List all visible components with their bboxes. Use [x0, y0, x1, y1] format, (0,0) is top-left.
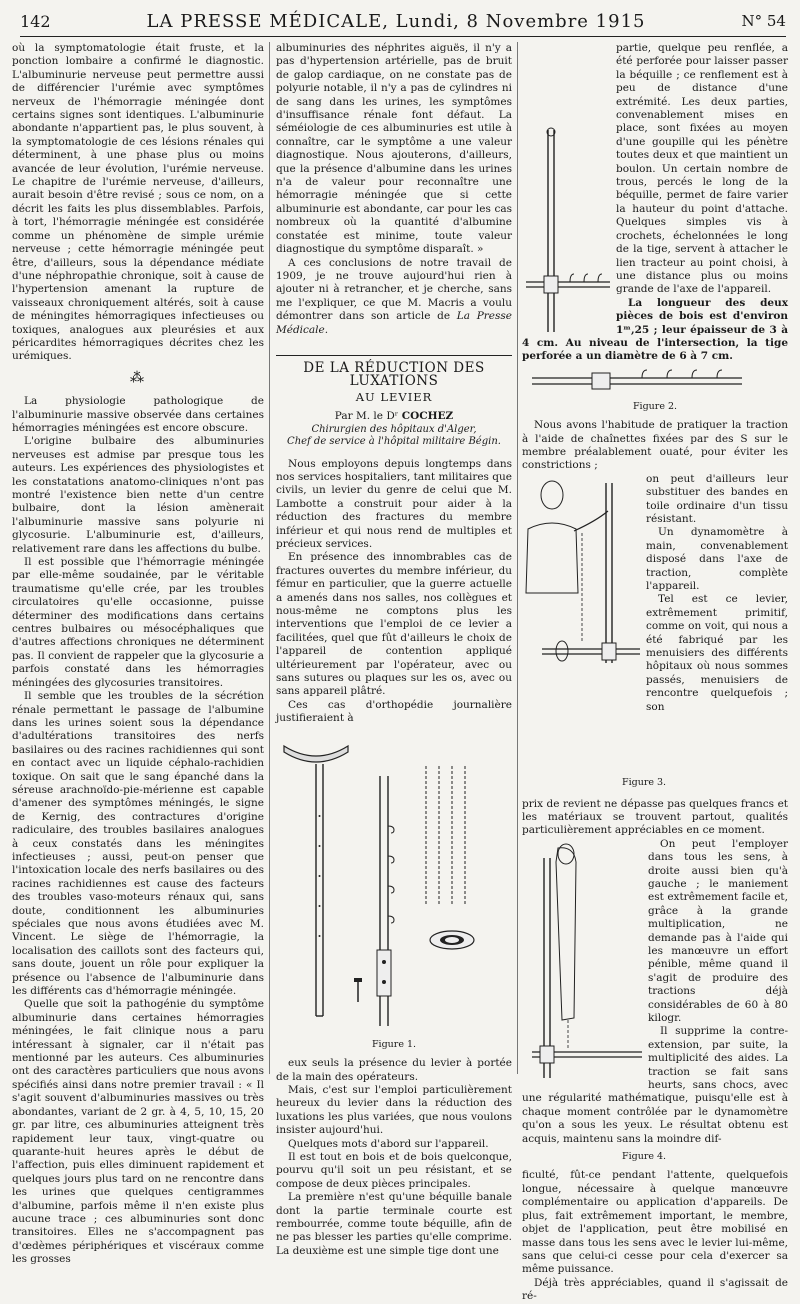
col2-paragraph: albuminuries des néphrites aiguës, il n'y a pas d'hypertension artérielle, pas de bruit de galop cardiaque, on ne constate pas de polyurie notable, il n'y a pas de cylindres ni de sang dans les urines, les symptômes d'insuffisance rénale font défaut. La séméiologie de ces albuminuries est utile à connaître, car le symptôme a une valeur diagnostique. Nous ajouterons, d'ailleurs, que la présence d'albumine dans les urines n'a de valeur pour reconnaître une hémorragie méningée que si cette albuminurie est abondante, car pour les cas nombreux où la quantité d'albumine constatée est minime, toute valeur diagnostique du symptôme disparaît. »: [276, 42, 512, 256]
col3-paragraph: [522, 42, 788, 297]
section-separator: ⁂: [130, 369, 146, 386]
journal-title: LA PRESSE MÉDICALE, Lundi, 8 Novembre 1915: [146, 10, 646, 32]
issue-number: N° 54: [741, 12, 786, 30]
issue-date: Lundi, 8 Novembre 1915: [395, 10, 646, 32]
figure-1-caption: Figure 1.: [371, 1038, 417, 1050]
col1-paragraph: Il semble que les troubles de la sécrétion rénale permettant le passage de l'albumine dans les urines soient sous la dépendance d'adultérations transitoires des nerfs basilaires ou des racines rachidiennes qui sont en contact avec un liquide céphalo-rachidien toxique. On sait que le sang épanché dans la séreuse arachnoïdo-pie-mérienne est capable d'amener des symptômes méningés, le signe de Kernig, des contractures d'origine radiculaire, des troubles basilaires analogues à ceux constatés dans les méningites infectieuses ; aussi, peut-on penser que l'intoxication locale des nerfs basilaires ou des racines rachidiennes est cause des facteurs des troubles vaso-moteurs rénaux qui, sans doute, conditionnent les albuminuries spéciales que nous avons étudiées avec M. Vincent. Le siège de l'hémorragie, la localisation des caillots sont des facteurs qui, sans doute, jouent un rôle pour expliquer la présence ou l'absence de l'albuminurie dans les différents cas d'hémorragie méningée.: [12, 690, 264, 998]
figure-1-illustration: [276, 726, 512, 1038]
column-3: [522, 42, 788, 1303]
figure-3-illustration: [522, 473, 640, 705]
page-header: [20, 6, 786, 37]
col2-paragraph: Il est tout en bois et de bois quelconque, pourvu qu'il soit un peu résistant, et se compose de deux pièces principales.: [276, 1150, 512, 1190]
col2-paragraph: La première n'est qu'une béquille banale dont la partie terminale courte est rembourrée, comme toute béquille, afin de ne pas blesser les parties qu'elle comprime. La deuxième est une simple tige dont une: [276, 1191, 512, 1257]
col1-paragraph: La physiologie pathologique de l'albuminurie massive observée dans certaines hémorragies méningées est encore obscure.: [12, 395, 264, 434]
author-name: COCHEZ: [401, 410, 454, 423]
figure-4-caption: Figure 4.: [622, 1151, 667, 1163]
col1-paragraph: L'origine bulbaire des albuminuries nerveuses est admise par presque tous les auteurs. Les expériences des physiologistes et les constatations anatomo-cliniques n'ont pas montré l'existence bien nette d'un centre bulbaire, dont la lésion amènerait l'albuminurie massive sans polyurie ni glycosurie. L'albuminurie est, d'ailleurs, relativement rare dans les affections du bulbe.: [12, 435, 264, 555]
figure-3-caption: Figure 3.: [622, 777, 667, 789]
col3-paragraph: ficulté, fût-ce pendant l'attente, quelquefois longue, nécessaire à quelque manœuvre complémentaire ou application d'appareils. De plus, fait extrêmement important, le membre, objet de l'application, peut être mobilisé en masse dans tous les sens avec le levier lui-même, sans que celui-ci cesse pour cela d'exercer sa même puissance.: [522, 1169, 788, 1276]
col3-paragraph: La longueur des deux pièces de bois est d'environ 1ᵐ,25 ; leur épaisseur de 3 à 4 cm. Au niveau de l'intersection, la tige perforée a un diamètre de 6 à 7 cm.: [522, 296, 788, 363]
col3-text: partie, quelque peu renflée, a été perforée pour laisser passer la béquille ; ce renflement est à peu de distance d'une extrémité. Les deux parties, convenablement mises en place, sont fixées au moyen d'une goupille qui les pénètre toutes deux et que maintient un boulon. Un certain nombre de trous, percés le long de la béquille, permet de faire varier la hauteur du point d'attache. Quelques simples vis à crochets, échelonnées le long de la tige, servent à attacher le lien tracteur au point choisi, à une distance plus ou moins grande de l'axe de l'appareil.: [616, 42, 788, 296]
article-subtitle: AU LEVIER: [355, 389, 433, 404]
col3-paragraph: On peut l'employer dans tous les sens, à droite aussi bien qu'à gauche ; le maniement est extrêmement facile et, grâce à la grande multiplication, ne demande pas à l'aide qui les manœuvre un effort pénible, même quand il s'agit de produire des tractions déjà considérables de 60 à 80 kilogr.: [648, 837, 788, 1024]
col3-paragraph: Il supprime la contre-extension, par suite, la multiplicité des aides. La traction se fait sans heurts, sans chocs, avec une régularité mathématique, puisqu'elle est à chaque moment contrôlée par le dynamomètre qu'on a sous les yeux. Le résultat obtenu est acquis, maintenu sans la moindre dif-: [522, 1025, 788, 1145]
col2-paragraph: [276, 257, 512, 337]
figure-2: [522, 364, 788, 413]
col3-paragraph: Un dynamomètre à main, convenablement disposé dans l'axe de traction, complète l'appareil.: [646, 526, 788, 593]
figure-2-caption: Figure 2.: [632, 400, 678, 412]
column-rule-1: [269, 42, 270, 1074]
column-1: [12, 42, 264, 1266]
journal-name: LA PRESSE MÉDICALE: [146, 10, 383, 32]
col2-paragraph: Mais, c'est sur l'emploi particulièrement heureux du levier dans la réduction des luxations les plus variées, que nous voulons insister aujourd'hui.: [276, 1083, 512, 1137]
col2-paragraph: Ces cas d'orthopédie journalière justifieraient à: [276, 698, 512, 725]
col3-paragraph: prix de revient ne dépasse pas quelques francs et les matériaux se trouvent partout, qualités particulièrement appréciables en ce moment.: [522, 797, 788, 837]
col3-paragraph: Tel est ce levier, extrêmement primitif, comme on voit, qui nous a été fabriqué par les menuisiers des différents hôpitaux où nous sommes passés, menuisiers de rencontre quelquefois ; son: [646, 593, 788, 713]
column-rule-2: [517, 42, 518, 1074]
figure-2-illustration: [522, 122, 610, 334]
affiliation-line: Chirurgien des hôpitaux d'Alger,: [311, 423, 477, 435]
column-2: [276, 42, 512, 1257]
col2-paragraph: eux seuls la présence du levier à portée de la main des opérateurs.: [276, 1057, 512, 1083]
col2-paragraph: Quelques mots d'abord sur l'appareil.: [288, 1137, 489, 1150]
article-title: DE LA RÉDUCTION DES LUXATIONS: [303, 359, 485, 390]
col3-paragraph: Nous avons l'habitude de pratiquer la traction à l'aide de chaînettes fixées par des S sur le membre préalablement ouaté, pour éviter les constrictions ;: [522, 419, 788, 472]
affiliation-line: Chef de service à l'hôpital militaire Bégin.: [287, 435, 501, 447]
journal-reference: La Presse Médicale.: [276, 310, 512, 336]
figure-4-illustration: [522, 838, 642, 1080]
col2-text: A ces conclusions de notre travail de 1909, je ne trouve aujourd'hui rien à ajouter ni à retrancher, et je cherche, sans me l'expliquer, ce que M. Macris a voulu démontrer dans son article de: [276, 256, 512, 323]
col2-paragraph: Nous employons depuis longtemps dans nos services hospitaliers, tant militaires que civils, un levier du genre de celui que M. Lambotte a construit pour aider à la réduction des fractures du membre inférieur et qui nous rend de multiples et précieux services.: [276, 457, 512, 550]
col3-paragraph: on peut d'ailleurs leur substituer des bandes en toile ordinaire d'un tissu résistant.: [646, 472, 788, 525]
page-number: 142: [20, 11, 51, 31]
col1-paragraph: Quelle que soit la pathogénie du symptôme albuminurie dans certaines hémorragies méningées, le fait clinique nous a paru intéressant à signaler, car il n'était pas mentionné par les auteurs. Ces albuminuries ont des caractères particuliers que nous avons spécifiés ainsi dans notre premier travail : « Il s'agit souvent d'albuminuries massives ou très abondantes, variant de 2 gr. à 4, 5, 10, 15, 20 gr. par litre, ces albuminuries atteignent très rapidement leur taux, vingt-quatre ou quarante-huit heures après le début de l'affection, puis elles diminuent rapidement et quelques jours plus tard on ne rencontre dans les urines que quelques centigrammes d'albumine, parfois même il n'en existe plus aucune trace ; ces albuminuries sont donc transitoires. Elles ne s'accompagnent pas d'œdèmes périphériques et viscéraux comme les grosses: [12, 998, 264, 1266]
col2-paragraph: En présence des innombrables cas de fractures ouvertes du membre inférieur, du fémur en particulier, que la guerre actuelle a amenés dans nos salles, nos collègues et nous-même ne comptons plus les interventions que l'emploi de ce levier a facilitées, quel que fût d'ailleurs le choix de l'appareil de contention appliqué ultérieurement par l'opérateur, avec ou sans sutures ou plaques sur les os, avec ou sans appareil plâtré.: [276, 551, 512, 698]
col1-paragraph: Il est possible que l'hémorragie méningée par elle-même soudainée, par le véritable traumatisme qu'elle crée, par les troubles circulatoires qu'elle occasionne, puisse déterminer des modifications dans certains centres bulbaires ou mésocéphaliques que d'autres affections chroniques ne déterminent pas. Il convient de rappeler que la glycosurie a parfois constaté dans les hémorragies méningées des glycosuries transitoires.: [12, 556, 264, 689]
figure-1: [276, 726, 512, 1051]
col1-paragraph: où la symptomatologie était fruste, et la ponction lombaire a confirmé le diagnostic. L'albuminurie nerveuse peut permettre aussi de différencier l'urémie avec symptômes nerveux de l'hémorragie méningée dont certains signes sont identiques. L'albuminurie abondante n'appartient pas, le plus souvent, à la symptomatologie de ces lésions rénales qui déterminent, à une phase plus ou moins avancée de leur évolution, l'urémie nerveuse. Le chapitre de l'urémie nerveuse, d'ailleurs, aurait besoin d'être revisé ; sous ce nom, on a décrit les faits les plus dissemblables. Parfois, à tort, l'hémorragie méningée est considérée comme un phénomène de simple urémie nerveuse ; cette hémorragie méningée peut être, d'ailleurs, sous la dépendance médiate d'une néphropathie chronique, soit à cause de l'hypertension amenant la rupture de vaisseaux chroniquement altérés, soit à cause de méningites hémorragiques infectieuses ou toxiques, analogues aux pleurésies et aux péricardites hémorragiques décrites chez les urémiques.: [12, 42, 264, 363]
col3-paragraph: Déjà très appréciables, quand il s'agissait de ré-: [522, 1276, 788, 1303]
affiliation: [276, 424, 512, 448]
byline: [276, 410, 512, 423]
article-rule: [276, 355, 512, 356]
byline-prefix: Par M. le Dʳ: [334, 410, 399, 423]
figure-2-crossbar: [522, 364, 788, 400]
